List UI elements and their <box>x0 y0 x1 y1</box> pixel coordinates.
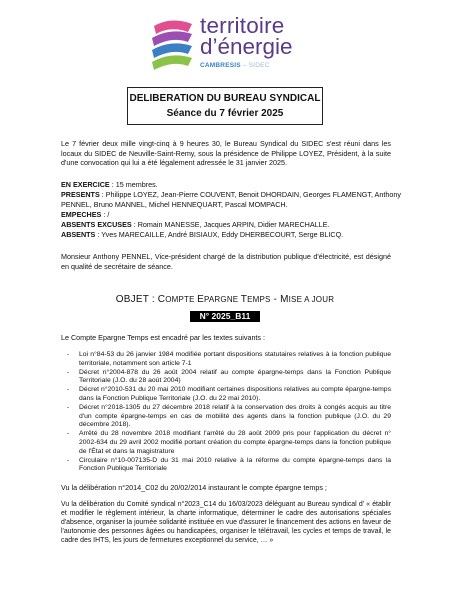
excuses-label: ABSENTS EXCUSES <box>61 220 132 229</box>
attendance-presents-cont <box>61 200 288 210</box>
objet-part2: PARGNE <box>203 295 241 304</box>
absents-label: ABSENTS <box>61 230 96 239</box>
attendance-exercice <box>61 180 158 190</box>
objet-cap-e: E <box>197 294 204 305</box>
logo-sub-brand: CAMBRESIS <box>200 62 241 69</box>
objet-cap-t: T <box>240 294 248 305</box>
objet-heading <box>0 294 450 305</box>
presents-value-2: PENNEL, Bruno MANNEL, Michel HENNEQUART, Pascal MOMPACH. <box>61 200 288 209</box>
logo-ribbon-icon <box>148 16 196 74</box>
logo-sub-suffix: – SIDEC <box>242 62 270 69</box>
list-item: - Circulaire n°10-007135-D du 31 mai 2010 relative à la réforme du compte épargne-temps dans la Fonction Publique Territoriale <box>61 457 391 474</box>
secretary-paragraph: Monsieur Anthony PENNEL, Vice-président chargé de la distribution publique d'électricité, est désigné en qualité de secrétaire de séance. <box>61 252 391 271</box>
excuses-value: : Romain MANESSE, Jacques ARPIN, Didier MARECHALLE. <box>131 220 330 229</box>
list-item: - Décret n°2018-1305 du 27 décembre 2018 relatif à la conservation des droits à congés acquis au titre d'un compte épargne-temps en cas de mobilité des agents dans la fonction publique (J.O. du 29 décembre 2018). <box>61 404 391 430</box>
list-item: - Décret n°2004-878 du 26 août 2004 relatif au compte épargne-temps dans la Fonction Publique Territoriale (J.O. du 28 août 2004) <box>61 369 391 386</box>
logo-text-line2: d’énergie <box>200 34 293 59</box>
attendance-absents <box>61 230 343 240</box>
attendance-presents <box>61 190 401 200</box>
exercice-value: : 15 membres. <box>109 180 158 189</box>
empeches-value: : / <box>101 210 110 219</box>
objet-prefix: OBJET : C <box>115 294 166 305</box>
objet-part4: ISE A JOUR <box>288 295 335 304</box>
attendance-excuses <box>61 220 329 230</box>
legal-texts-list <box>61 351 391 474</box>
objet-part1: OMPTE <box>165 295 198 304</box>
deliberation-number-badge: N° 2025_B11 <box>190 311 260 322</box>
logo-text-line1: territoire <box>200 13 285 38</box>
intro-paragraph: Le 7 février deux mille vingt-cinq à 9 heures 30, le Bureau Syndical du SIDEC s'est réuni dans les locaux du SIDEC de Neuville-Saint-Remy, sous la présidence de Philippe LOYEZ, Président, à la suite d'une convocation qui lui a été légalement adressée le 31 janvier 2025. <box>61 139 391 168</box>
title-line1: DELIBERATION DU BUREAU SYNDICAL <box>129 93 321 104</box>
exercice-label: EN EXERCICE <box>61 180 110 189</box>
absents-value: : Yves MARECAILLE, André BISIAUX, Eddy DHERBECOURT, Serge BLICQ. <box>95 230 344 239</box>
list-item: - Arrêté du 28 novembre 2018 modifiant l'arrêté du 28 août 2009 pris pour l'application du décret n° 2002-634 du 29 avril 2002 modifié portant création du compte épargne-temps dans la fonction publique de l'État et dans la magistrature <box>61 430 391 456</box>
framed-intro: Le Compte Epargne Temps est encadré par les textes suivants : <box>61 333 266 342</box>
territoire-energie-logo <box>148 14 348 78</box>
logo-subtitle <box>200 62 270 69</box>
presents-label: PRESENTS <box>61 190 100 199</box>
attendance-empeches <box>61 210 109 220</box>
presents-value-1: : Philippe LOYEZ, Jean-Pierre COUVENT, Benoit DHORDAIN, Georges FLAMENGT, Anthony <box>99 190 401 199</box>
deliberation-reference: Vu la délibération n°2014_C02 du 20/02/2014 instaurant le compte épargne temps ; <box>61 483 327 492</box>
final-paragraph: Vu la délibération du Comité syndical n°2023_C14 du 16/03/2023 déléguant au Bureau syndical d' « établir et modifier le règlement intérieur, la charte informatique, déterminer le cadre des autorisations spéciales d'absence, organiser la journée solidarité instituée en vue d'assurer le financement des actions en faveur de l'autonomie des personnes âgées ou handicapées, organiser le télétravail, les cycles et temps de travail, le cadre des IHTS, les jours de fermetures exceptionnel du service, … » <box>61 501 391 544</box>
empeches-label: EMPECHES <box>61 210 102 219</box>
title-line2: Séance du 7 février 2025 <box>166 108 284 119</box>
objet-part3: EMPS <box>247 295 271 304</box>
objet-dash: - M <box>270 294 289 305</box>
list-item: - Loi n°84-53 du 26 janvier 1984 modifiée portant dispositions statutaires relatives à la fonction publique territoriale, notamment son article 7-1 <box>61 351 391 368</box>
document-title-box <box>127 87 323 125</box>
list-item: - Décret n°2010-531 du 20 mai 2010 modifiant certaines dispositions relatives au compte épargne-temps dans la Fonction Publique Territoriale (J.O. du 22 mai 2010). <box>61 386 391 403</box>
